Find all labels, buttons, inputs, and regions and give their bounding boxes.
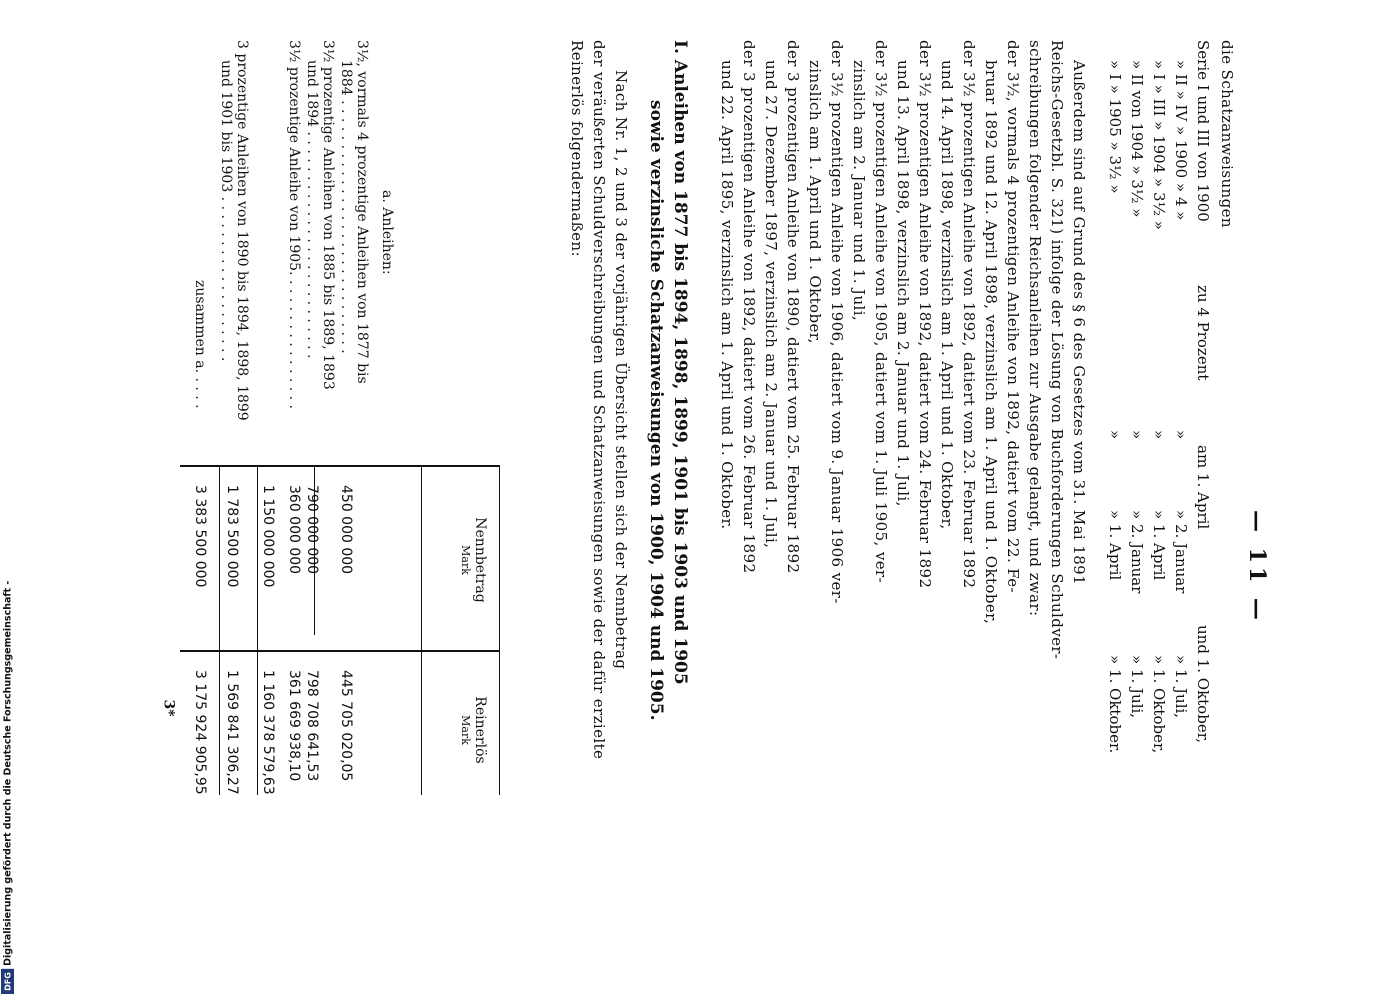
table-total-label: zusammen a. . . . . (192, 280, 208, 409)
table-cell-reinerloes-subtotal: 1 160 378 579,63 (260, 670, 276, 795)
intro-text: die Schatzanweisungen (1218, 40, 1236, 228)
credit-text: Digitalisierung gefördert durch die Deutsche Forschungsgemeinschaft - (2, 581, 14, 967)
table-total-reinerloes: 3 175 924 905,95 (192, 670, 208, 795)
table-cell-reinerloes: 798 708 641,53 (304, 670, 320, 782)
table-cell-reinerloes: 361 669 938,10 (286, 670, 302, 782)
table-row-label: 3½ prozentige Anleihen von 1885 bis 1889, 1893 (320, 40, 336, 390)
rotated-document-page: — 11 — die Schatzanweisungen Serie I und III von 1900 zu 4 Prozent am 1. April und 1. Oktober, » II » IV » 1900 » 4 » » » 2. Januar » 1. Juli, » I » III » 1904 » 3½ » » » 1. April » 1. Oktober, » II von 1904 » 3½ » » » 2. Januar » 1. Juli, » I » 1905 » 3½ » » » 1. April » 1. Oktober. Außerdem sind auf Grund des § 6 des Gesetzes vom 31. Mai 1891 Reichs-Gesetzbl. S. 321) infolge der Lösung von Buchforderungen Schuldver- schreibungen folgender Reichsanleihen zur Ausgabe gelangt, und zwar: der 3½, vormals 4 prozentigen Anleihe von 1892, datiert vom 22. Fe- bruar 1892 und 12. April 1898, verzinslich am 1. April und 1. Oktober, der 3½ prozentigen Anleihe von 1892, datiert vom 23. Februar 1892 und 14. April 1898, verzinslich am 1. April und 1. Oktober, der 3½ prozentigen Anleihe von 1892, datiert vom 24. Februar 1892 und 13. April 1898, verzinslich am 2. Januar und 1. Juli, der 3½ prozentigen Anleihe von 1905, datiert vom 1. Juli 1905, ver- zinslich am 2. Januar und 1. Juli, der 3½ prozentigen Anleihe von 1906, datiert vom 9. Januar 1906 ver- zinslich am 1. April und 1. Oktober, der 3 prozentigen Anleihe von 1890, datiert vom 25. Februar 1892 und 27. Dezember 1897, verzinslich am 2. Januar und 1. Juli, der 3 prozentigen Anleihe von 1892, datiert vom 26. Februar 1892 und 22. April 1895, verzinslich am 1. April und 1. Oktober. I. Anleihen von 1877 bis 1894, 1898, 1899, 1901 bis 1903 und 1905 sowie verzinsliche Schatzanweisungen von 1900, 1904 und 1905. Nach Nr. 1, 2 und 3 der vorjährigen Übersicht stellen sich der Nennbetrag der veräußerten Schuldverschreibungen und Schatzanweisungen sowie der dafür erzielte Reinerlös folgendermaßen: (568, 40, 1270, 760)
table-cell-nennbetrag-subtotal: 1 150 000 000 (260, 485, 276, 588)
signature-mark: 3* (160, 699, 177, 717)
column-header-reinerloes: Reinerlös Mark (459, 696, 488, 764)
table-row-label: 3½, vormals 4 prozentige Anleihen von 1877 bis (354, 40, 370, 384)
column-header-nennbetrag: Nennbetrag Mark (459, 517, 488, 603)
table-cell-nennbetrag: 1 783 500 000 (224, 485, 240, 588)
table-section-label: a. Anleihen: (379, 190, 395, 275)
table-cell-nennbetrag: 790 000 000 (304, 485, 320, 575)
table-cell-nennbetrag: 450 000 000 (338, 485, 354, 575)
table-total-nennbetrag: 3 383 500 000 (192, 485, 208, 588)
digitization-credit (0, 0, 16, 1000)
loans-table: Nennbetrag Mark Reinerlös Mark a. Anleihen: 3½, vormals 4 prozentige Anleihen von 1877 bis 1884 . . . . . . . . . . . . . . . . . . . . . . . . . . . . . 450 000 000 445 705 020,05 3½ prozentige Anleihen von 1885 bis 1889, 1893 und 1894 . . . . . . . . . . . . . . . . . . . . . . . . . . 790 000 000 798 708 641,53 3½ prozentige Anleihe von 1905. . . . . . . . . . . . . . . . 360 000 000 361 669 938,10 (260, 40, 500, 800)
loans-table-continued: 1 150 000 000 1 160 378 579,63 3 prozentige Anleihen von 1890 bis 1894, 1898, 1899 und 1901 bis 1903 . . . . . . . . . . . . . . . . . . . 1 783 500 000 1 569 841 306,27 zusammen a. . . . . 3 383 500 000 3 175 924 905,95 (170, 40, 280, 800)
table-cell-reinerloes: 1 569 841 306,27 (224, 670, 240, 795)
table-row-label: 3½ prozentige Anleihe von 1905. . . . . . . . . . . . . . . . (286, 40, 302, 409)
section-heading-line2: sowie verzinsliche Schatzanweisungen von 1900, 1904 und 1905. (646, 100, 666, 721)
dfg-logo: DFG (2, 969, 15, 994)
table-row-label: 3 prozentige Anleihen von 1890 bis 1894, 1898, 1899 (234, 40, 250, 421)
table-cell-nennbetrag: 360 000 000 (286, 485, 302, 575)
page-number: — 11 — (1244, 510, 1270, 624)
table-cell-reinerloes: 445 705 020,05 (338, 670, 354, 782)
section-heading-line1: I. Anleihen von 1877 bis 1894, 1898, 1899, 1901 bis 1903 und 1905 (670, 40, 690, 685)
